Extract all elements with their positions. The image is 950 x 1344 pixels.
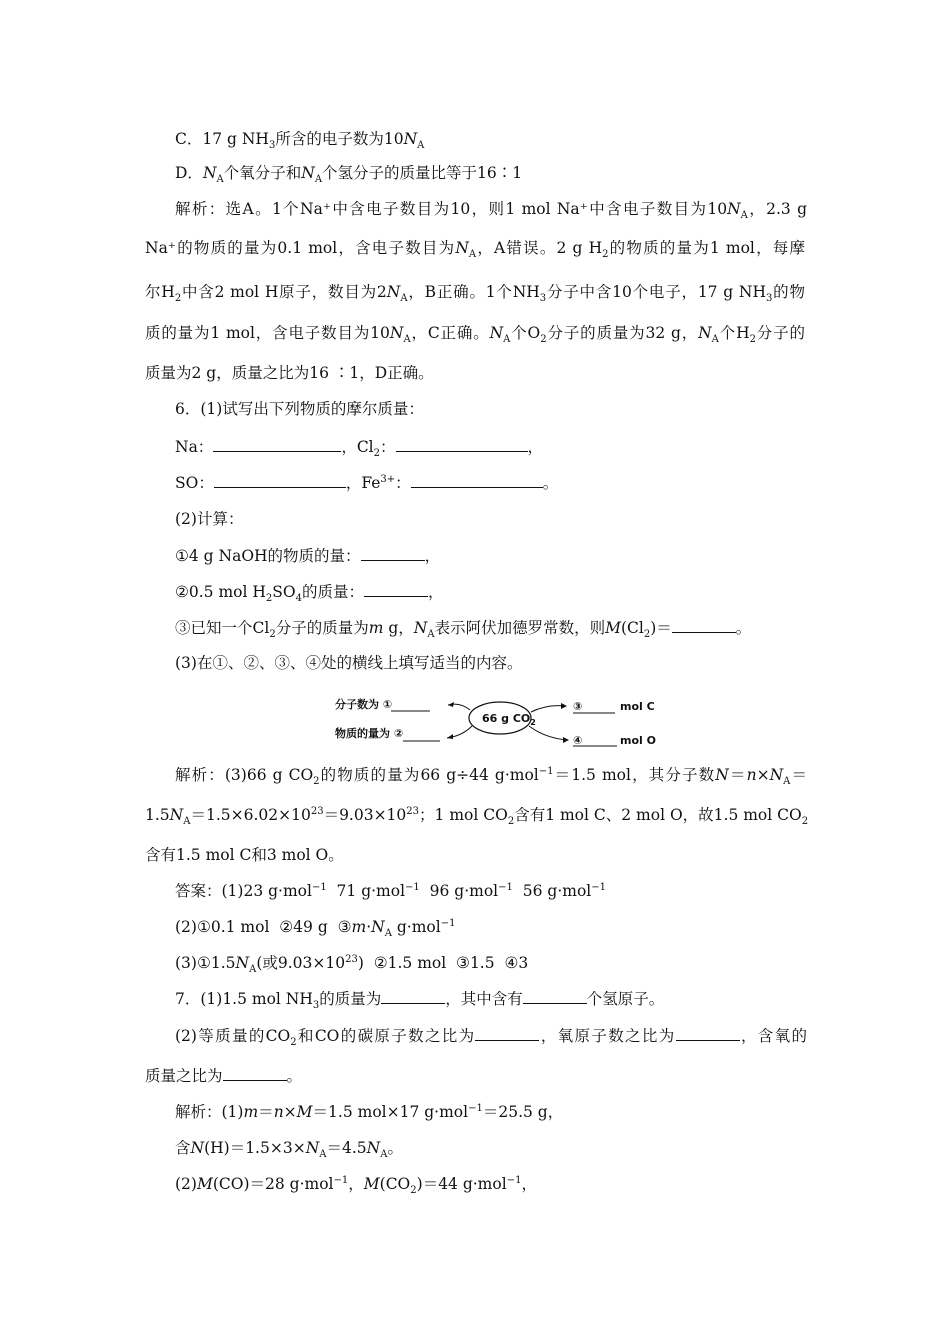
q6-title: 6．(1)试写出下列物质的摩尔质量： (175, 400, 424, 418)
diagram-left-bottom: 物质的量为 ② (335, 727, 404, 740)
blank-o-ratio[interactable] (676, 1026, 740, 1041)
q6-part2-title: (2)计算： (175, 510, 244, 528)
q7-solution-2: 含$N(H)=1.5\times 3\times N_A=4.5N_A$。 (175, 1139, 403, 1161)
option-d: D．$N_A$个氧分子和$N_A$个氢分子的质量比等于16∶1 (175, 164, 523, 186)
q7-line-1: 7．(1)1.5 mol $NH_3$的质量为 ，其中含有 个氢原子。 (175, 990, 665, 1012)
analysis-line-5: 质量为2 g，质量之比为16 ∶1，D正确。 (145, 364, 434, 382)
blank-h-atoms[interactable] (523, 989, 587, 1004)
q7-solution-3: (2)M(CO)＝28 g·mol$^{-1}$，$M(CO_2)=44$ g·mol$^{-1}$， (175, 1174, 537, 1197)
diagram-right-top-num: ③ (573, 700, 583, 713)
blank-nh3-mass[interactable] (381, 989, 445, 1004)
diagram-left-top: 分子数为 ① (335, 698, 393, 711)
q7-line-2: (2)等质量的$CO_2$和CO的碳原子数之比为 ，氧原子数之比为 ，含氧的 (175, 1027, 807, 1049)
blank-o-mass-ratio[interactable] (223, 1066, 287, 1081)
arrow-to-4 (529, 726, 567, 740)
co2-diagram-svg (335, 690, 665, 748)
solution-line-1: 解析：(3)66 g $CO_2$的物质的量为66 g÷44 g·mol$^{-1}$＝1.5 mol，其分子数$N=n\times N_A=$ (175, 765, 807, 788)
blank-c-ratio[interactable] (475, 1026, 539, 1041)
answer-line-1: 答案：(1)23 g·mol$^{-1}$ 71 g·mol$^{-1}$ 96 g·mol$^{-1}$ 56 g·mol$^{-1}$ (175, 881, 606, 900)
blank-cl2[interactable] (396, 437, 528, 452)
analysis-line-4: 质的量为1 mol，含电子数目为$10N_A$，C正确。$N_A$个$O_2$分子的质量为32 g，$N_A$个$H_2$分子的 (145, 324, 805, 346)
option-c: C．17 g $NH_3$所含的电子数为$10N_A$ (175, 130, 425, 152)
arrow-to-3 (531, 706, 565, 712)
blank-so[interactable] (214, 473, 346, 488)
blank-na[interactable] (213, 437, 341, 452)
q6-part2-a: ①4 g NaOH的物质的量： ， (175, 547, 441, 565)
diagram-center-label: 66 g $CO_2$ (482, 712, 536, 727)
q7-solution-1: 解析：(1)m＝n×M＝1.5 mol×17 g·mol$^{-1}$＝25.5 g， (175, 1102, 564, 1121)
blank-mcl2[interactable] (672, 618, 736, 633)
q6-part2-c: ③已知一个$Cl_2$分子的质量为m g，$N_A$表示阿伏加德罗常数，则$M(Cl_2)=$ 。 (175, 619, 752, 641)
q6-part3-title: (3)在①、②、③、④处的横线上填写适当的内容。 (175, 654, 523, 672)
arrow-head-3 (561, 703, 567, 709)
answer-line-3: $(3)①1.5N_A$(或$9.03\times 10^{23}$) ②1.5 mol ③1.5 ④3 (175, 953, 529, 976)
solution-line-2: $1.5N_A=1.5\times 6.02\times 10^{23}=9.03\times 10^{23}$；1 mol $CO_2$含有1 mol C、2 mol O，故1.5 mol $CO_2$ (145, 805, 809, 828)
blank-h2so4[interactable] (364, 582, 428, 597)
q6-row-so: SO： ，$Fe^{3+}$： 。 (175, 473, 559, 492)
q6-row-na: Na： ，$Cl_2$： ， (175, 438, 544, 460)
answer-line-2: (2)①0.1 mol ②49 g $③m\cdot N_A$ g·mol$^{-1}$ (175, 917, 456, 940)
q7-line-3: 质量之比为 。 (145, 1067, 303, 1085)
blank-naoh[interactable] (361, 546, 425, 561)
solution-line-3: 含有1.5 mol C和3 mol O。 (145, 846, 344, 864)
q6-part2-b: ②0.5 mol $H_2SO_4$的质量： ， (175, 583, 444, 605)
analysis-line-1: 解析：选A。1个Na⁺中含电子数目为10，则1 mol Na⁺中含电子数目为$10N_A$，2.3 g (175, 200, 808, 222)
analysis-line-3: 尔$H_2$中含2 mol H原子，数目为$2N_A$，B正确。1个$NH_3$分子中含10个电子，17 g $NH_3$的物 (145, 283, 805, 305)
diagram-right-bottom-num: ④ (573, 734, 583, 747)
arrow-head-4 (563, 737, 569, 743)
analysis-line-2: Na⁺的物质的量为0.1 mol，含电子数目为$N_A$，A错误。2 g $H_2$的物质的量为1 mol，每摩 (145, 239, 805, 261)
blank-fe[interactable] (411, 473, 543, 488)
diagram-right-bottom-unit: mol O (620, 734, 656, 747)
co2-diagram (335, 690, 665, 748)
diagram-right-top-unit: mol C (620, 700, 655, 713)
